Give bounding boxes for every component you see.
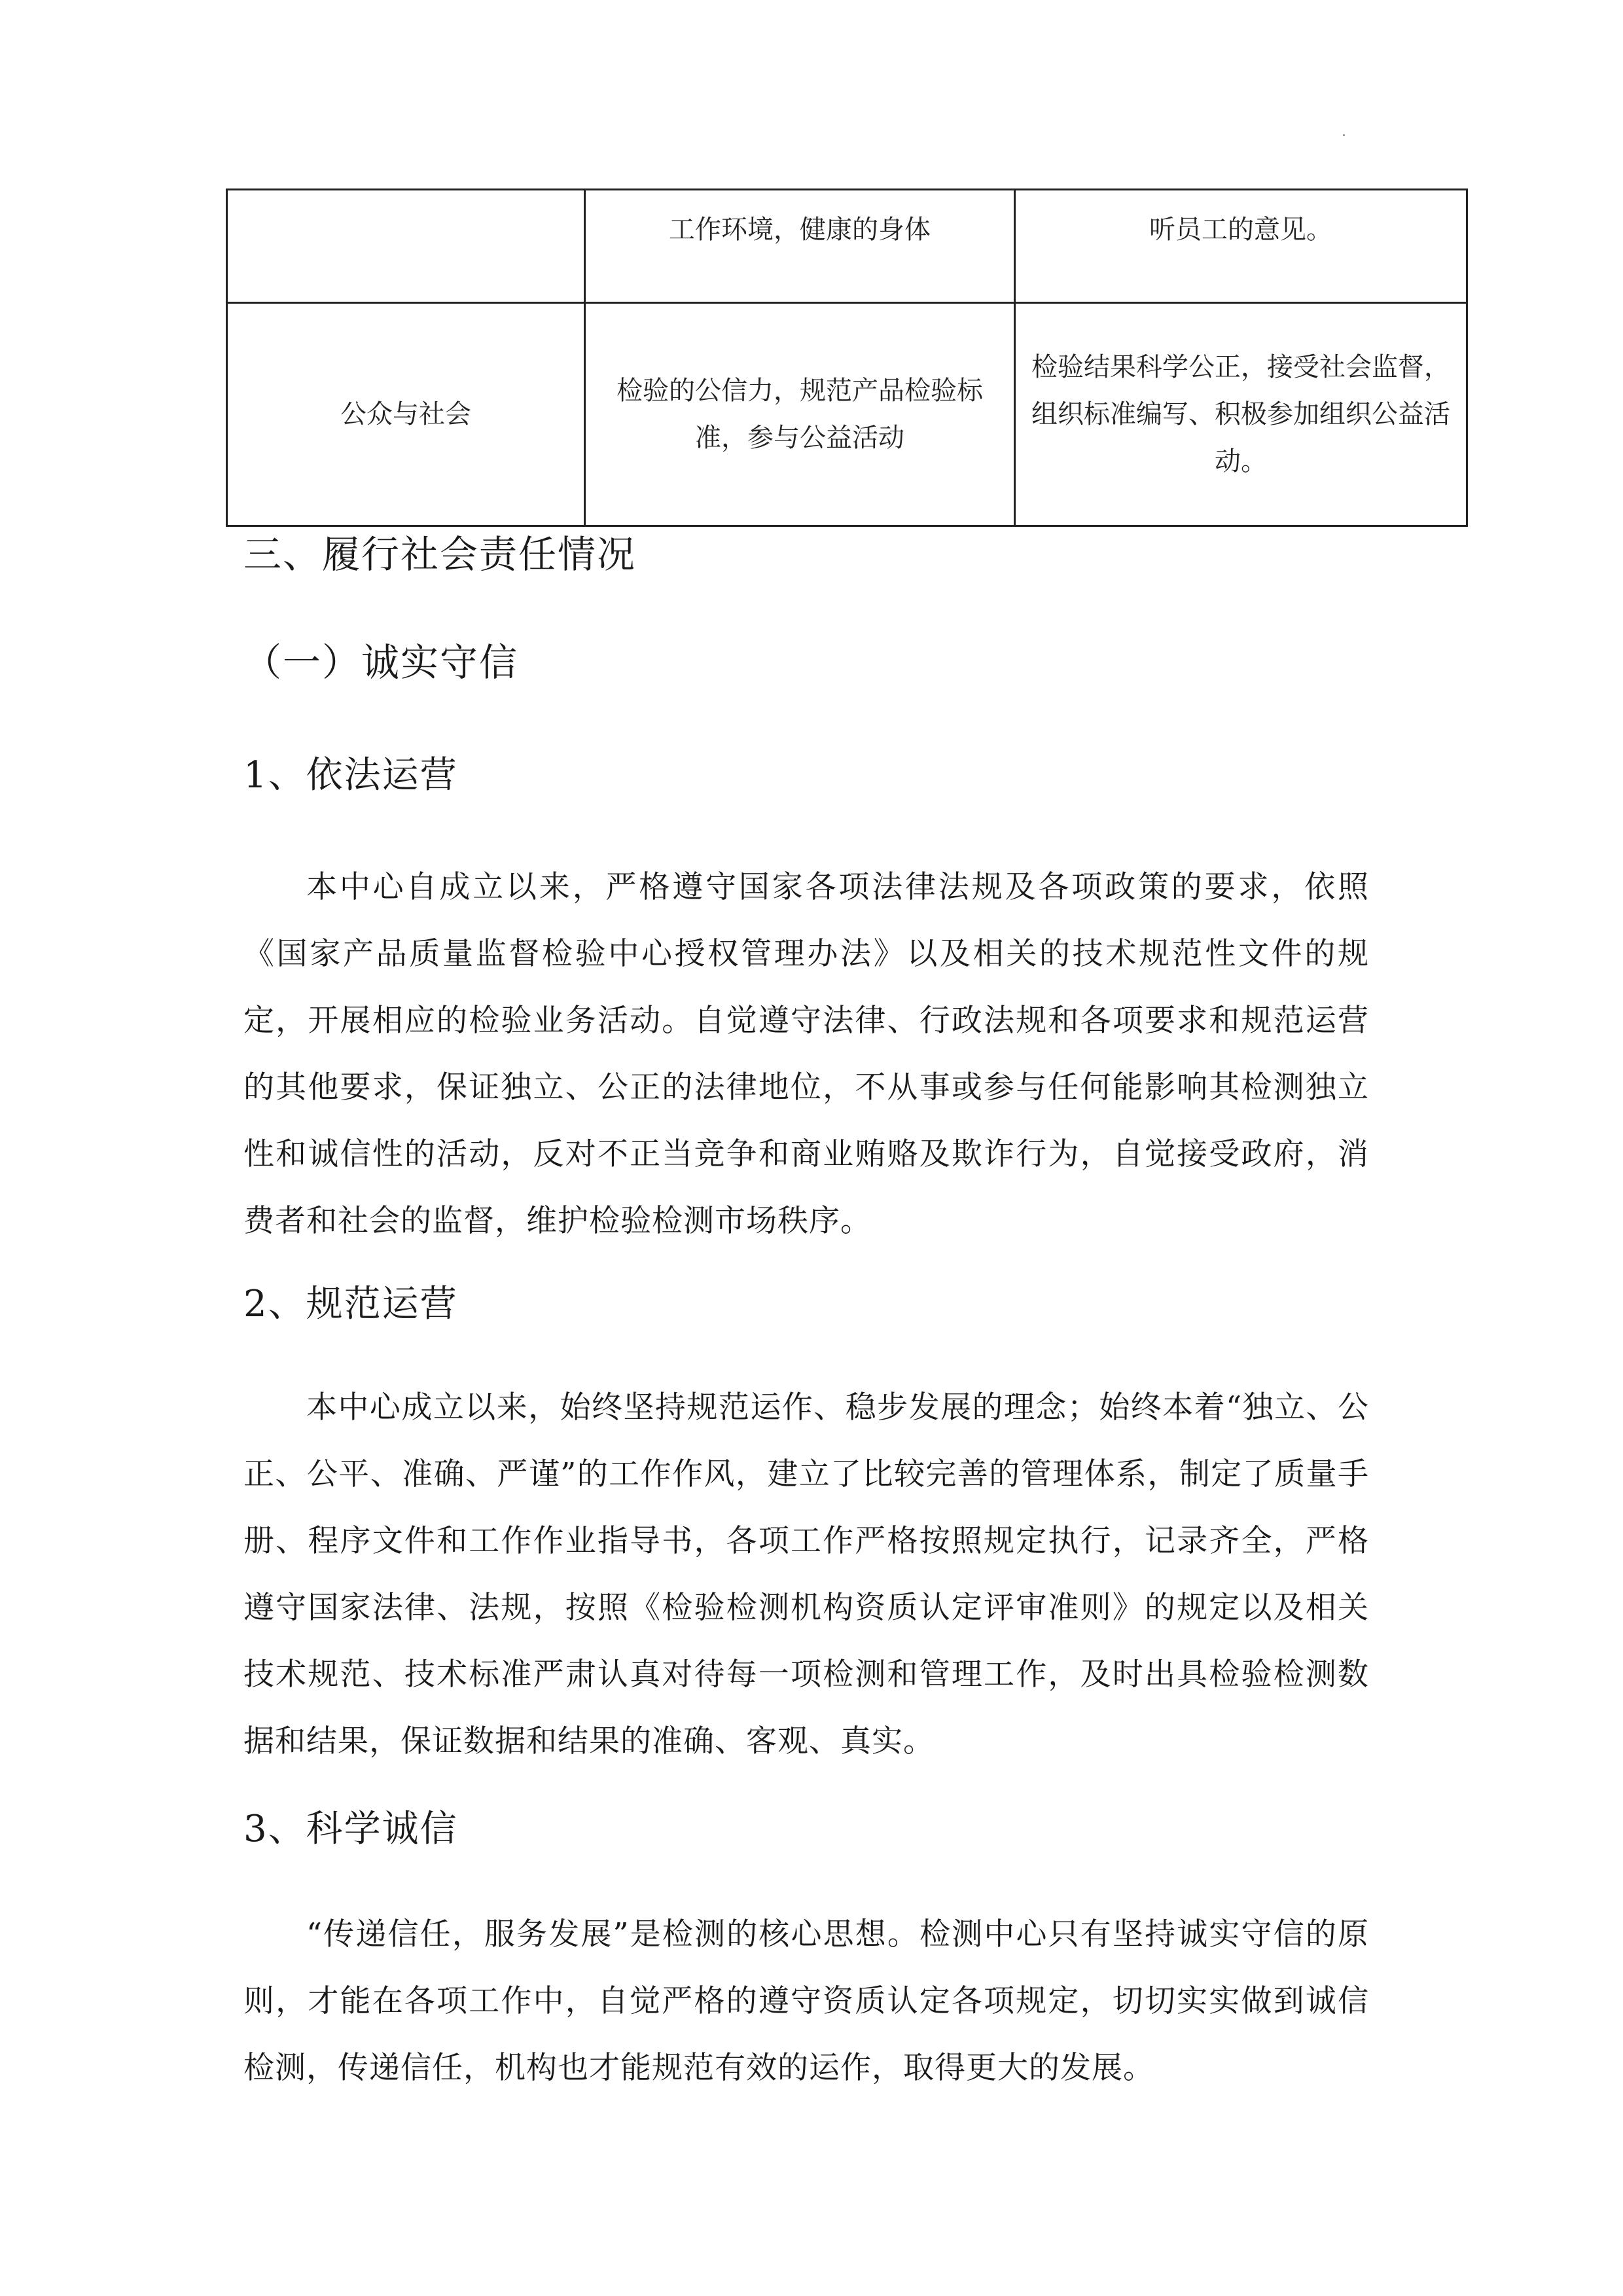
section-heading: 三、履行社会责任情况	[243, 532, 637, 577]
item-heading: 1、依法运营	[243, 754, 458, 797]
table-row	[227, 303, 1467, 526]
table-row	[227, 190, 1467, 303]
subsection-heading: （一）诚实守信	[243, 640, 519, 685]
table-cell: 听员工的意见。	[1015, 190, 1467, 303]
stakeholder-table	[226, 188, 1468, 527]
table-cell: 工作环境，健康的身体	[585, 190, 1015, 303]
item-paragraph: “传递信任，服务发展”是检测的核心思想。检测中心只有坚持诚实守信的原则，才能在各项工作中，自觉严格的遵守资质认定各项规定，切切实实做到诚信检测，传递信任，机构也才能规范有效的运作，取得更大的发展。	[243, 1916, 1369, 2086]
table-cell	[227, 190, 585, 303]
item-heading: 2、规范运营	[243, 1283, 458, 1325]
table-cell: 检验的公信力，规范产品检验标准，参与公益活动	[585, 303, 1015, 526]
item-paragraph: 本中心成立以来，始终坚持规范运作、稳步发展的理念；始终本着“独立、公正、公平、准确、严谨”的工作作风，建立了比较完善的管理体系，制定了质量手册、程序文件和工作作业指导书，各项工作严格按照规定执行，记录齐全，严格遵守国家法律、法规，按照《检验检测机构资质认定评审准则》的规定以及相关技术规范、技术标准严肃认真对待每一项检测和管理工作，及时出具检验检测数据和结果，保证数据和结果的准确、客观、真实。	[243, 1390, 1369, 1759]
item-paragraph: 本中心自成立以来，严格遵守国家各项法律法规及各项政策的要求，依照《国家产品质量监督检验中心授权管理办法》以及相关的技术规范性文件的规定，开展相应的检验业务活动。自觉遵守法律、行政法规和各项要求和规范运营的其他要求，保证独立、公正的法律地位，不从事或参与任何能影响其检测独立性和诚信性的活动，反对不正当竞争和商业贿赂及欺诈行为，自觉接受政府，消费者和社会的监督，维护检验检测市场秩序。	[243, 869, 1369, 1239]
item-heading: 3、科学诚信	[243, 1808, 458, 1850]
table-cell: 检验结果科学公正，接受社会监督，组织标准编写、积极参加组织公益活动。	[1015, 303, 1467, 526]
table-cell: 公众与社会	[227, 303, 585, 526]
scan-speck	[1343, 134, 1345, 136]
